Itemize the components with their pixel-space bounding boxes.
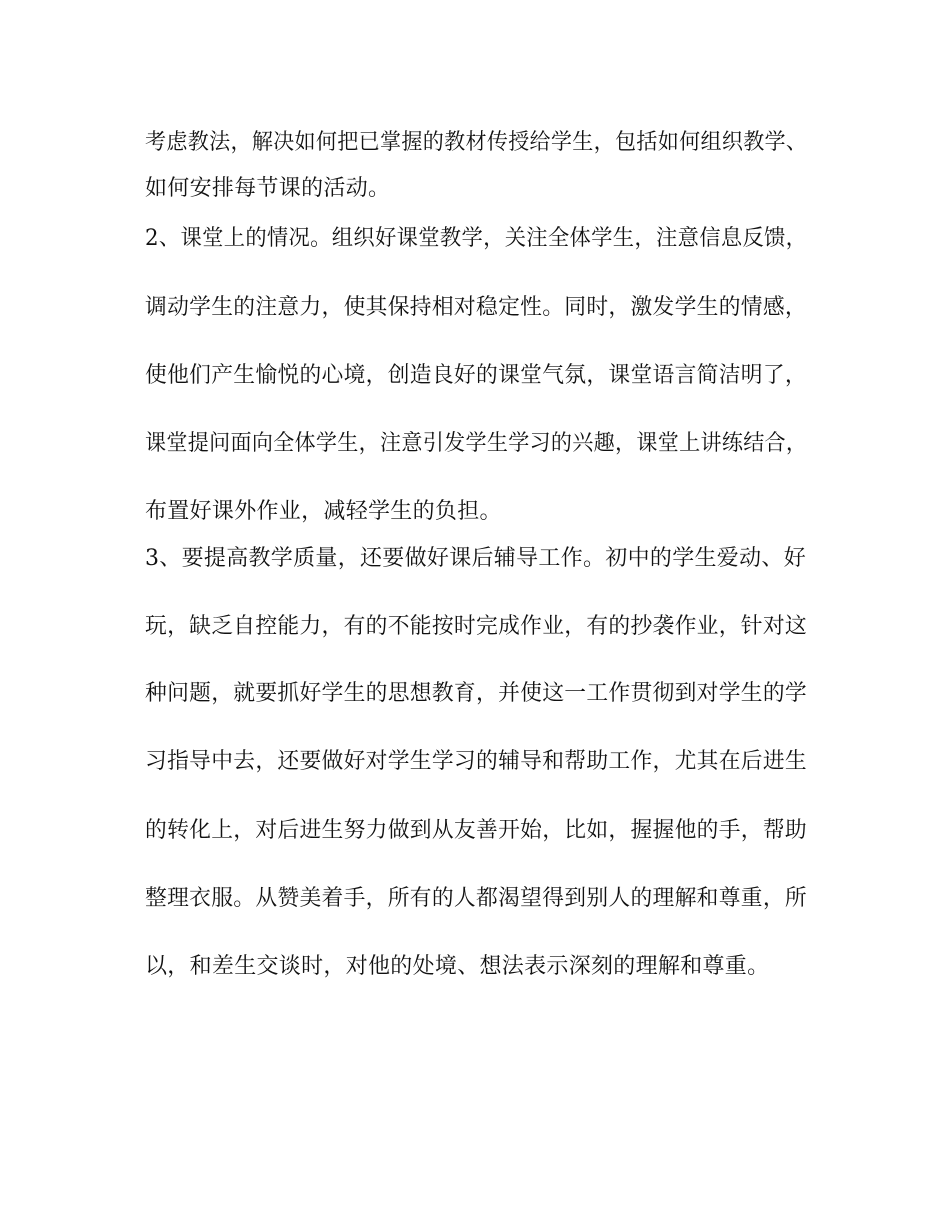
- text-line: 整理衣服。从赞美着手，所有的人都渴望得到别人的理解和尊重，所: [145, 886, 808, 911]
- text-line: 的转化上，对后进生努力做到从友善开始，比如，握握他的手，帮助: [145, 818, 808, 843]
- text-line: 种问题，就要抓好学生的思想教育，并使这一工作贯彻到对学生的学: [145, 681, 808, 706]
- text-line: 3、要提高教学质量，还要做好课后辅导工作。初中的学生爱动、好: [145, 546, 806, 571]
- text-line: 如何安排每节课的活动。: [145, 176, 391, 201]
- text-line: 使他们产生愉悦的心境，创造良好的课堂气氛，课堂语言简洁明了，: [145, 363, 808, 388]
- text-line: 考虑教法，解决如何把已掌握的教材传授给学生，包括如何组织教学、: [145, 130, 808, 155]
- text-line: 习指导中去，还要做好对学生学习的辅导和帮助工作，尤其在后进生: [145, 749, 808, 774]
- text-line: 调动学生的注意力，使其保持相对稳定性。同时，激发学生的情感，: [145, 295, 808, 320]
- text-line: 布置好课外作业，减轻学生的负担。: [145, 499, 502, 524]
- text-line: 以，和差生交谈时，对他的处境、想法表示深刻的理解和尊重。: [145, 954, 770, 979]
- text-line: 2、课堂上的情况。组织好课堂教学，关注全体学生，注意信息反馈，: [145, 226, 808, 251]
- text-line: 玩，缺乏自控能力，有的不能按时完成作业，有的抄袭作业，针对这: [145, 614, 808, 639]
- text-line: 课堂提问面向全体学生，注意引发学生学习的兴趣，课堂上讲练结合，: [145, 431, 808, 456]
